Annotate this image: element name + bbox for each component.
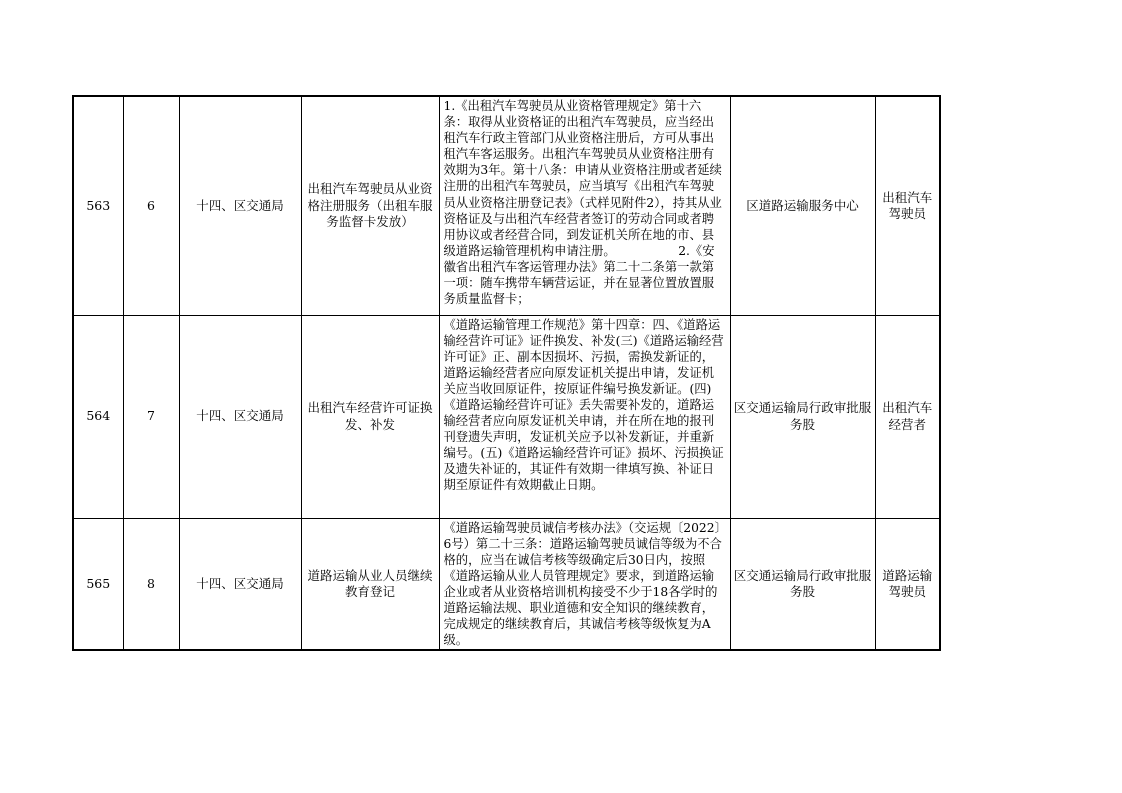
basis-cell: 《道路运输驾驶员诚信考核办法》（交运规〔2022〕6号）第二十三条：道路运输驾驶员诚信等级为不合格的，应当在诚信考核等级确定后30日内，按照《道路运输从业人员管理规定》要求，到道路运输企业或者从业资格培训机构接受不少于18各学时的道路运输法规、职业道德和安全知识的继续教育，完成规定的继续教育后，其诚信考核等级恢复为A级。 [439,518,730,650]
service-items-table [72,95,941,651]
sub-seq-cell: 6 [123,96,179,315]
department-cell: 十四、区交通局 [179,96,301,315]
target-cell: 道路运输驾驶员 [875,518,940,650]
basis-cell: 1.《出租汽车驾驶员从业资格管理规定》第十六条：取得从业资格证的出租汽车驾驶员，应当经出租汽车行政主管部门从业资格注册后，方可从事出租汽车客运服务。出租汽车驾驶员从业资格注册有效期为3年。第十八条：申请从业资格注册或者延续注册的出租汽车驾驶员，应当填写《出租汽车驾驶员从业资格注册登记表》（式样见附件2），持其从业资格证及与出租汽车经营者签订的劳动合同或者聘用协议或者经营合同，到发证机关所在地的市、县级道路运输管理机构申请注册。 2.《安徽省出租汽车客运管理办法》第二十二条第一款第一项：随车携带车辆营运证，并在显著位置放置服务质量监督卡； [439,96,730,315]
table-row-563 [73,96,940,315]
target-cell: 出租汽车经营者 [875,315,940,518]
handling-unit-cell: 区交通运输局行政审批服务股 [730,518,875,650]
department-cell: 十四、区交通局 [179,518,301,650]
seq-cell: 565 [73,518,123,650]
seq-cell: 563 [73,96,123,315]
sub-seq-cell: 7 [123,315,179,518]
target-cell: 出租汽车驾驶员 [875,96,940,315]
item-name-cell: 出租汽车经营许可证换发、补发 [301,315,439,518]
table-row-564 [73,315,940,518]
seq-cell: 564 [73,315,123,518]
handling-unit-cell: 区交通运输局行政审批服务股 [730,315,875,518]
table-row-565 [73,518,940,650]
basis-cell: 《道路运输管理工作规范》第十四章：四、《道路运输经营许可证》证件换发、补发(三)《道路运输经营许可证》正、副本因损坏、污损，需换发新证的，道路运输经营者应向原发证机关提出申请，发证机关应当收回原证件，按原证件编号换发新证。(四)《道路运输经营许可证》丢失需要补发的，道路运输经营者应向原发证机关申请，并在所在地的报刊刊登遗失声明，发证机关应予以补发新证，并重新编号。(五)《道路运输经营许可证》损坏、污损换证及遗失补证的，其证件有效期一律填写换、补证日期至原证件有效期截止日期。 [439,315,730,518]
department-cell: 十四、区交通局 [179,315,301,518]
handling-unit-cell: 区道路运输服务中心 [730,96,875,315]
item-name-cell: 出租汽车驾驶员从业资格注册服务（出租车服务监督卡发放） [301,96,439,315]
sub-seq-cell: 8 [123,518,179,650]
item-name-cell: 道路运输从业人员继续教育登记 [301,518,439,650]
